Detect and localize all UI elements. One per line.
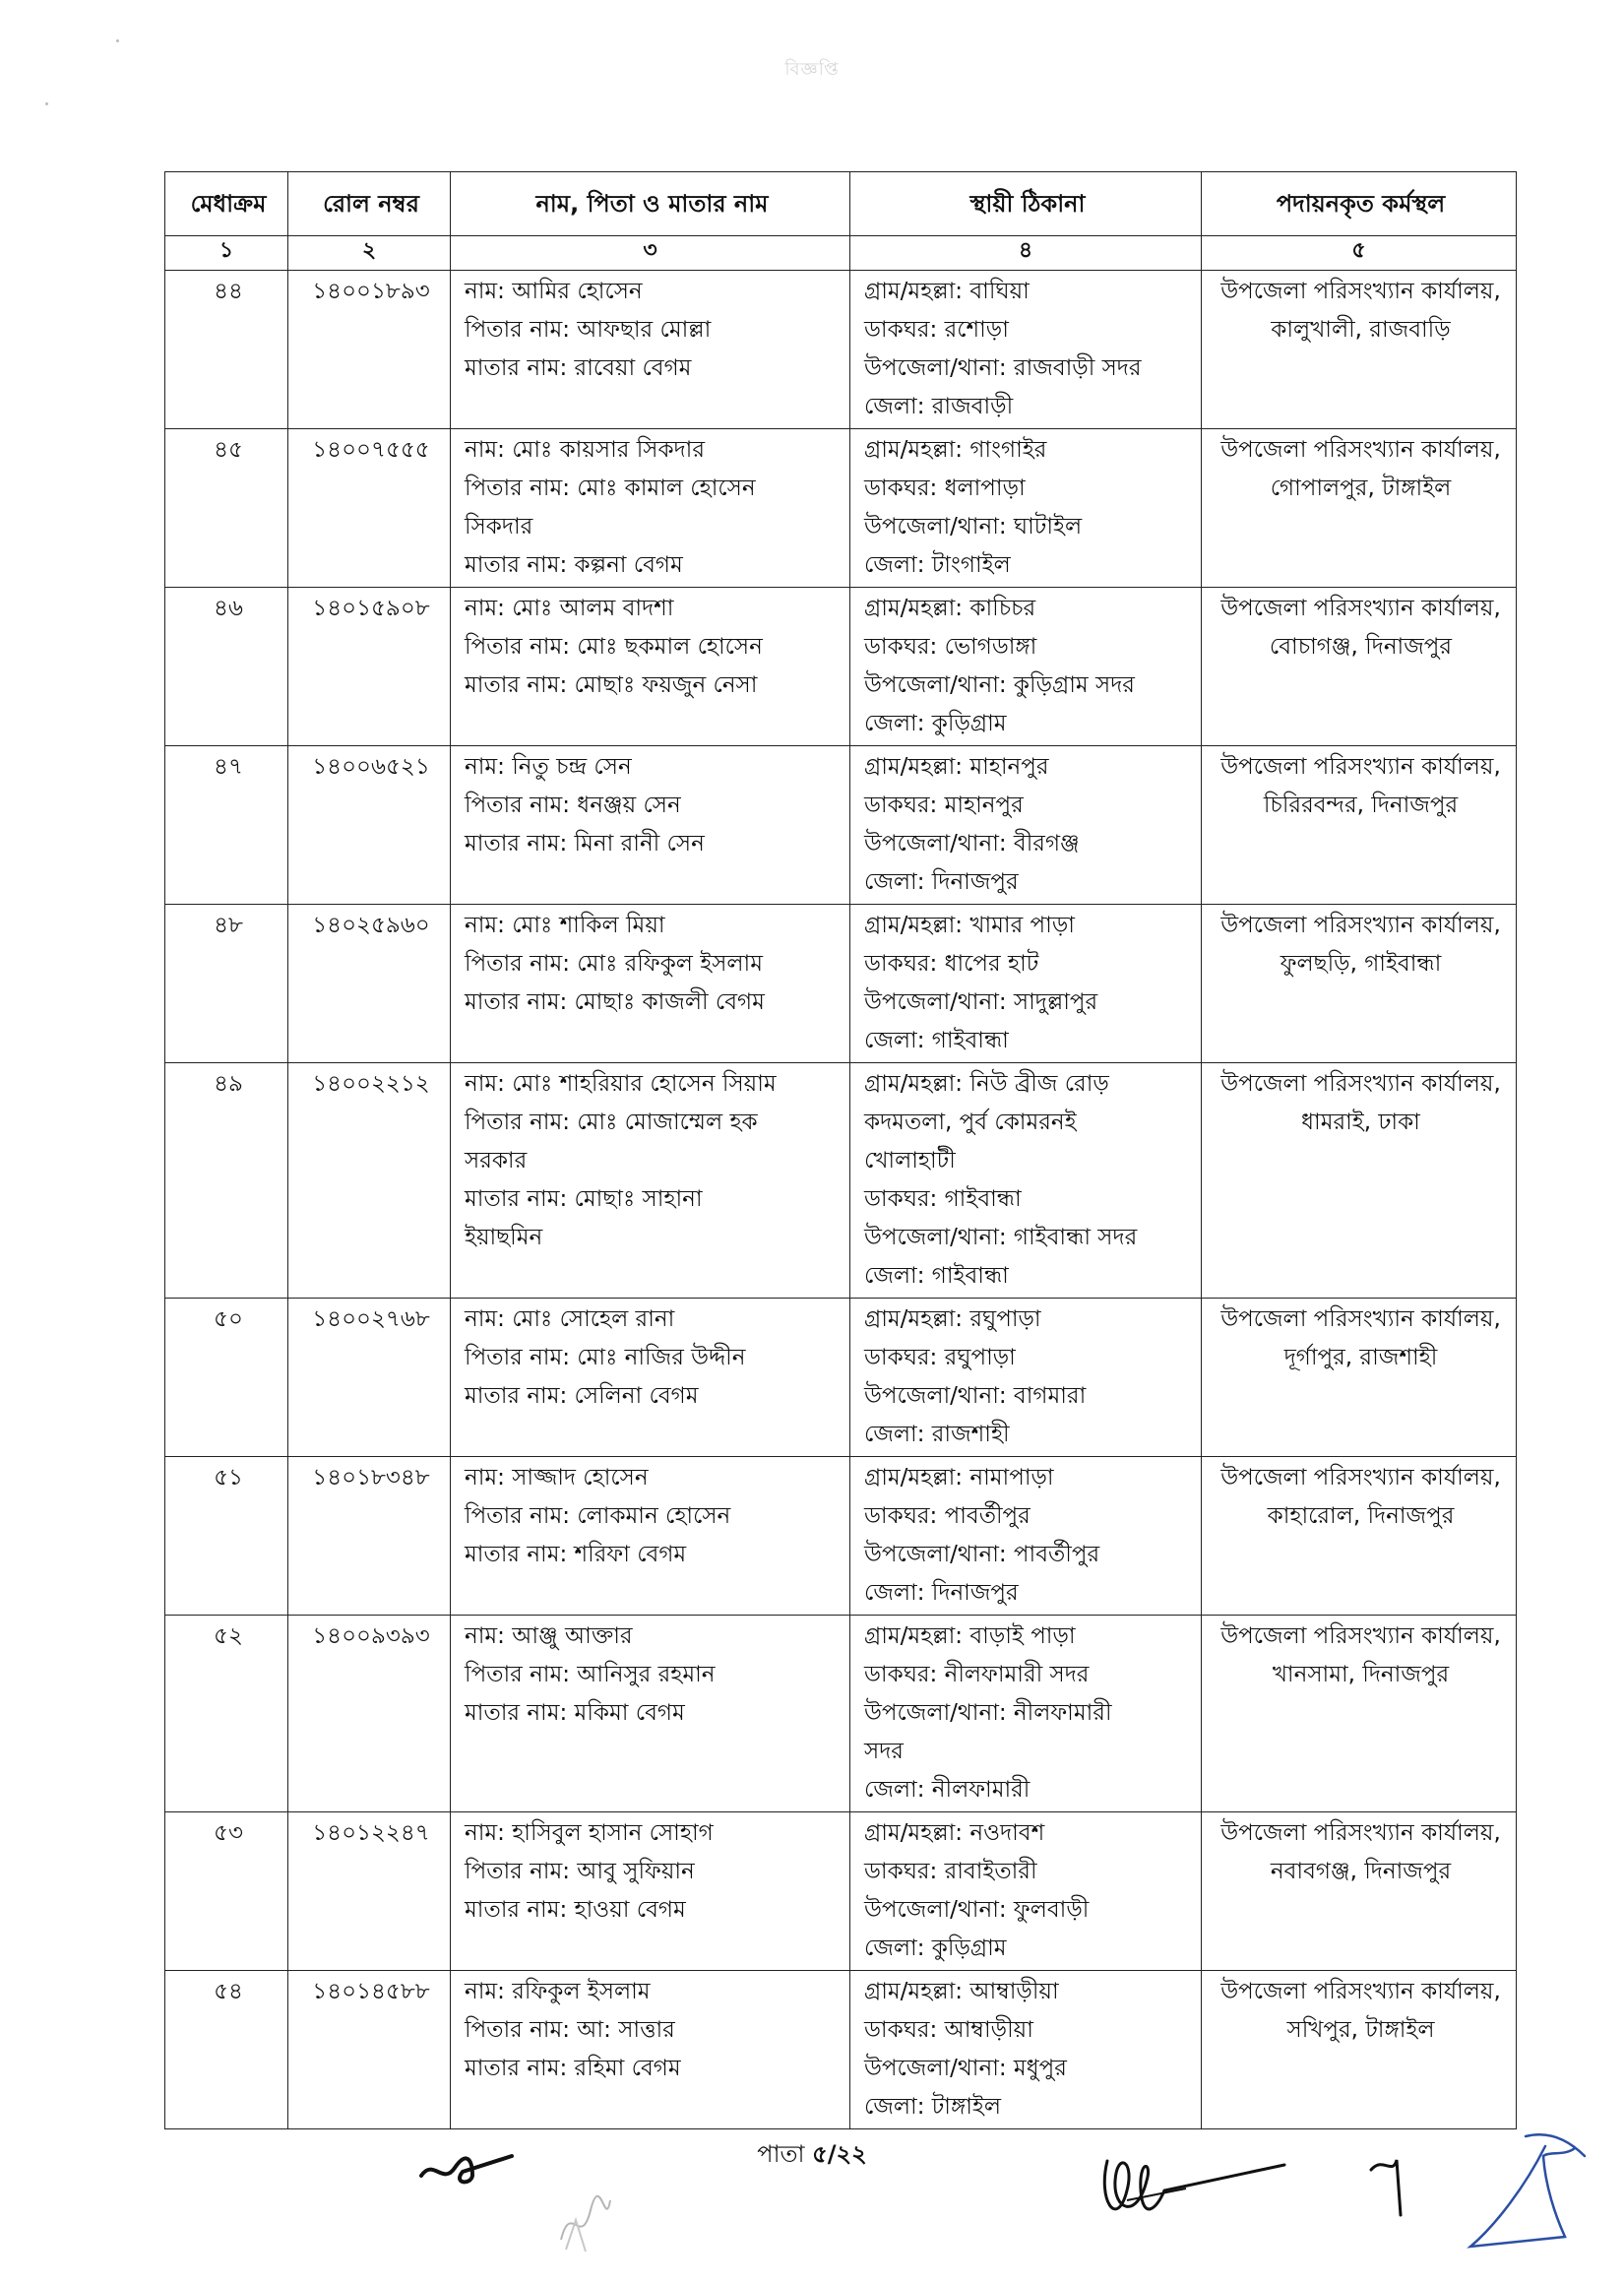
posting-line: উপজেলা পরিসংখ্যান কার্যালয়,: [1220, 1465, 1501, 1491]
address-line: ডাকঘর: রঘুপাড়া: [864, 1345, 1016, 1370]
name-line: মাতার নাম: রাবেয়া বেগম: [465, 355, 692, 381]
name-line: নাম: মোঃ সোহেল রানা: [465, 1306, 675, 1332]
posting-line: উপজেলা পরিসংখ্যান কার্যালয়,: [1220, 1306, 1501, 1332]
address-line: উপজেলা/থানা: পাবর্তীপুর: [864, 1542, 1100, 1567]
name-cell: [451, 1616, 850, 1812]
name-cell: [451, 1971, 850, 2129]
table-row: [165, 271, 1517, 429]
address-line: গ্রাম/মহল্লা: রঘুপাড়া: [864, 1306, 1041, 1332]
posting-line: উপজেলা পরিসংখ্যান কার্যালয়,: [1220, 1820, 1501, 1846]
name-line: মাতার নাম: সেলিনা বেগম: [465, 1383, 699, 1409]
name-line: সিকদার: [465, 514, 533, 539]
roll-number-cell: ১৪০০১৮৯৩: [288, 271, 451, 429]
roll-number-cell: ১৪০১২২৪৭: [288, 1812, 451, 1971]
address-line: জেলা: কুড়িগ্রাম: [864, 1935, 1007, 1961]
name-line: পিতার নাম: আ: সাত্তার: [465, 2017, 675, 2043]
name-line: পিতার নাম: মোঃ নাজির উদ্দীন: [465, 1345, 746, 1370]
name-line: পিতার নাম: আনিসুর রহমান: [465, 1662, 716, 1687]
address-line: জেলা: টাঙ্গাইল: [864, 2094, 1002, 2120]
posting-line: উপজেলা পরিসংখ্যান কার্যালয়,: [1220, 1623, 1501, 1649]
merit-serial-cell: ৫০: [165, 1299, 288, 1457]
posting-line: নবাবগঞ্জ, দিনাজপুর: [1270, 1859, 1452, 1884]
address-line: জেলা: দিনাজপুর: [864, 1580, 1019, 1606]
address-cell: [850, 1616, 1202, 1812]
signature-initial-3: [1363, 2146, 1422, 2225]
name-line: সরকার: [465, 1148, 528, 1174]
header-posting: পদায়নকৃত কর্মস্থল: [1202, 172, 1517, 236]
name-cell: [451, 1812, 850, 1971]
posting-cell: [1202, 1812, 1517, 1971]
name-line: পিতার নাম: মোঃ রফিকুল ইসলাম: [465, 951, 763, 977]
signature-faint-stamp: [551, 2181, 620, 2259]
name-line: মাতার নাম: মিনা রানী সেন: [465, 831, 705, 856]
address-cell: [850, 905, 1202, 1063]
address-line: উপজেলা/থানা: নীলফামারী: [864, 1700, 1112, 1726]
address-line: গ্রাম/মহল্লা: মাহানপুর: [864, 754, 1049, 780]
address-line: ডাকঘর: ভোগডাঙ্গা: [864, 634, 1037, 660]
scan-speck: [45, 102, 48, 105]
posting-cell: [1202, 429, 1517, 588]
name-line: পিতার নাম: লোকমান হোসেন: [465, 1503, 731, 1529]
posting-line: কালুখালী, রাজবাড়ি: [1271, 317, 1451, 343]
name-line: নাম: রফিকুল ইসলাম: [465, 1979, 651, 2004]
address-line: জেলা: নীলফামারী: [864, 1777, 1031, 1803]
posting-line: উপজেলা পরিসংখ্যান কার্যালয়,: [1220, 279, 1501, 304]
posting-line: চিরিরবন্দর, দিনাজপুর: [1263, 793, 1459, 818]
header-serial: মেধাক্রম: [165, 172, 288, 236]
name-line: মাতার নাম: শরিফা বেগম: [465, 1542, 687, 1567]
page-number: ৫/২২: [812, 2140, 867, 2168]
address-cell: [850, 746, 1202, 905]
name-line: নাম: মোঃ আলম বাদশা: [465, 596, 674, 621]
header-address: স্থায়ী ঠিকানা: [850, 172, 1202, 236]
address-line: উপজেলা/থানা: রাজবাড়ী সদর: [864, 355, 1142, 381]
address-line: গ্রাম/মহল্লা: খামার পাড়া: [864, 913, 1075, 938]
address-line: গ্রাম/মহল্লা: নওদাবশ: [864, 1820, 1045, 1846]
address-line: জেলা: রাজশাহী: [864, 1422, 1010, 1447]
name-line: মাতার নাম: রহিমা বেগম: [465, 2056, 681, 2081]
address-line: ডাকঘর: রশোড়া: [864, 317, 1009, 343]
table-body: [165, 271, 1517, 2129]
address-cell: [850, 1457, 1202, 1616]
signature-4: [1457, 2126, 1604, 2254]
merit-list-table: [164, 171, 1517, 2129]
merit-serial-cell: ৪৪: [165, 271, 288, 429]
table-row: [165, 1063, 1517, 1299]
name-line: মাতার নাম: হাওয়া বেগম: [465, 1897, 686, 1923]
name-line: পিতার নাম: মোঃ ছকমাল হোসেন: [465, 634, 763, 660]
roll-number-cell: ১৪০১৪৫৮৮: [288, 1971, 451, 2129]
address-line: ডাকঘর: ধাপের হাট: [864, 951, 1039, 977]
posting-cell: [1202, 588, 1517, 746]
table-row: [165, 588, 1517, 746]
address-line: ডাকঘর: রাবাইতারী: [864, 1859, 1037, 1884]
address-line: উপজেলা/থানা: সাদুল্লাপুর: [864, 989, 1098, 1015]
merit-serial-cell: ৫৪: [165, 1971, 288, 2129]
address-line: গ্রাম/মহল্লা: কাচিচর: [864, 596, 1036, 621]
index-name: ৩: [451, 236, 850, 271]
index-roll: ২: [288, 236, 451, 271]
posting-line: উপজেলা পরিসংখ্যান কার্যালয়,: [1220, 437, 1501, 463]
address-cell: [850, 1299, 1202, 1457]
signature-initial-1: [413, 2146, 522, 2195]
merit-serial-cell: ৪৭: [165, 746, 288, 905]
posting-line: দূর্গাপুর, রাজশাহী: [1283, 1345, 1438, 1370]
name-line: মাতার নাম: কল্পনা বেগম: [465, 552, 683, 578]
posting-cell: [1202, 1063, 1517, 1299]
posting-cell: [1202, 1457, 1517, 1616]
posting-line: উপজেলা পরিসংখ্যান কার্যালয়,: [1220, 596, 1501, 621]
address-cell: [850, 271, 1202, 429]
address-line: জেলা: দিনাজপুর: [864, 869, 1019, 895]
address-line: ডাকঘর: ধলাপাড়া: [864, 476, 1026, 501]
address-line: উপজেলা/থানা: গাইবান্ধা সদর: [864, 1225, 1138, 1250]
name-line: পিতার নাম: ধনঞ্জয় সেন: [465, 793, 681, 818]
index-posting: ৫: [1202, 236, 1517, 271]
name-cell: [451, 1063, 850, 1299]
name-cell: [451, 1457, 850, 1616]
address-cell: [850, 1971, 1202, 2129]
address-line: ডাকঘর: পাবর্তীপুর: [864, 1503, 1031, 1529]
posting-line: উপজেলা পরিসংখ্যান কার্যালয়,: [1220, 1979, 1501, 2004]
merit-serial-cell: ৪৯: [165, 1063, 288, 1299]
table-row: [165, 1457, 1517, 1616]
merit-serial-cell: ৫২: [165, 1616, 288, 1812]
table-row: [165, 1812, 1517, 1971]
posting-line: খানসামা, দিনাজপুর: [1272, 1662, 1450, 1687]
name-line: নাম: মোঃ শাহরিয়ার হোসেন সিয়াম: [465, 1071, 777, 1097]
name-line: মাতার নাম: মকিমা বেগম: [465, 1700, 685, 1726]
address-line: উপজেলা/থানা: ঘাটাইল: [864, 514, 1083, 539]
table-row: [165, 429, 1517, 588]
posting-line: গোপালপুর, টাঙ্গাইল: [1270, 476, 1452, 501]
index-address: ৪: [850, 236, 1202, 271]
address-cell: [850, 429, 1202, 588]
page-label: পাতা: [757, 2140, 805, 2168]
header-roll: রোল নম্বর: [288, 172, 451, 236]
name-line: ইয়াছমিন: [465, 1225, 543, 1250]
address-line: সদর: [864, 1739, 904, 1764]
address-cell: [850, 1812, 1202, 1971]
address-line: ডাকঘর: গাইবান্ধা: [864, 1186, 1022, 1212]
name-cell: [451, 746, 850, 905]
address-line: উপজেলা/থানা: বাগমারা: [864, 1383, 1087, 1409]
name-line: মাতার নাম: মোছাঃ ফয়জুন নেসা: [465, 672, 758, 698]
signature-2: [1088, 2141, 1294, 2250]
posting-cell: [1202, 1971, 1517, 2129]
merit-serial-cell: ৫১: [165, 1457, 288, 1616]
address-line: খোলাহাটী: [864, 1148, 956, 1174]
roll-number-cell: ১৪০০৯৩৯৩: [288, 1616, 451, 1812]
roll-number-cell: ১৪০০৬৫২১: [288, 746, 451, 905]
name-line: নাম: সাজ্জাদ হোসেন: [465, 1465, 649, 1491]
name-line: নাম: আমির হোসেন: [465, 279, 643, 304]
merit-serial-cell: ৪৮: [165, 905, 288, 1063]
roll-number-cell: ১৪০১৮৩৪৮: [288, 1457, 451, 1616]
posting-line: উপজেলা পরিসংখ্যান কার্যালয়,: [1220, 1071, 1501, 1097]
address-line: ডাকঘর: নীলফামারী সদর: [864, 1662, 1090, 1687]
name-line: নাম: মোঃ কায়সার সিকদার: [465, 437, 705, 463]
name-line: পিতার নাম: মোঃ মোজাম্মেল হক: [465, 1110, 758, 1135]
name-cell: [451, 1299, 850, 1457]
posting-line: ধামরাই, ঢাকা: [1301, 1110, 1420, 1135]
address-line: উপজেলা/থানা: বীরগঞ্জ: [864, 831, 1080, 856]
name-line: পিতার নাম: আফছার মোল্লা: [465, 317, 712, 343]
address-line: ডাকঘর: মাহানপুর: [864, 793, 1024, 818]
name-line: নাম: আঞ্জু আক্তার: [465, 1623, 633, 1649]
roll-number-cell: ১৪০১৫৯০৮: [288, 588, 451, 746]
table-row: [165, 1299, 1517, 1457]
address-line: ডাকঘর: আম্বাড়ীয়া: [864, 2017, 1033, 2043]
name-line: পিতার নাম: মোঃ কামাল হোসেন: [465, 476, 756, 501]
roll-number-cell: ১৪০০৭৫৫৫: [288, 429, 451, 588]
name-line: নাম: মোঃ শাকিল মিয়া: [465, 913, 665, 938]
index-serial: ১: [165, 236, 288, 271]
scan-speck: [116, 39, 119, 42]
merit-serial-cell: ৪৬: [165, 588, 288, 746]
name-cell: [451, 588, 850, 746]
name-line: নাম: নিতু চন্দ্র সেন: [465, 754, 632, 780]
posting-line: সখিপুর, টাঙ্গাইল: [1286, 2017, 1435, 2043]
posting-line: উপজেলা পরিসংখ্যান কার্যালয়,: [1220, 754, 1501, 780]
name-line: মাতার নাম: মোছাঃ সাহানা: [465, 1186, 703, 1212]
merit-serial-cell: ৫৩: [165, 1812, 288, 1971]
address-line: জেলা: কুড়িগ্রাম: [864, 711, 1007, 736]
column-index-row: [165, 236, 1517, 271]
address-line: গ্রাম/মহল্লা: নিউ ব্রীজ রোড়: [864, 1071, 1109, 1097]
posting-line: কাহারোল, দিনাজপুর: [1267, 1503, 1455, 1529]
posting-cell: [1202, 746, 1517, 905]
posting-line: উপজেলা পরিসংখ্যান কার্যালয়,: [1220, 913, 1501, 938]
address-line: জেলা: গাইবান্ধা: [864, 1263, 1009, 1289]
roll-number-cell: ১৪০২৫৯৬০: [288, 905, 451, 1063]
posting-cell: [1202, 1299, 1517, 1457]
faint-header-text: বিজ্ঞপ্তি: [784, 59, 840, 80]
address-line: গ্রাম/মহল্লা: গাংগাইর: [864, 437, 1047, 463]
header-name: নাম, পিতা ও মাতার নাম: [451, 172, 850, 236]
posting-cell: [1202, 1616, 1517, 1812]
address-line: উপজেলা/থানা: মধুপুর: [864, 2056, 1067, 2081]
name-line: নাম: হাসিবুল হাসান সোহাগ: [465, 1820, 714, 1846]
posting-cell: [1202, 905, 1517, 1063]
name-line: পিতার নাম: আবু সুফিয়ান: [465, 1859, 695, 1884]
address-cell: [850, 588, 1202, 746]
table-row: [165, 1971, 1517, 2129]
address-line: গ্রাম/মহল্লা: নামাপাড়া: [864, 1465, 1054, 1491]
address-line: জেলা: গাইবান্ধা: [864, 1028, 1009, 1053]
posting-cell: [1202, 271, 1517, 429]
address-line: জেলা: রাজবাড়ী: [864, 394, 1014, 419]
address-line: গ্রাম/মহল্লা: বাড়াই পাড়া: [864, 1623, 1076, 1649]
posting-line: বোচাগঞ্জ, দিনাজপুর: [1269, 634, 1453, 660]
merit-serial-cell: ৪৫: [165, 429, 288, 588]
name-cell: [451, 271, 850, 429]
name-cell: [451, 429, 850, 588]
header-row: [165, 172, 1517, 236]
name-line: মাতার নাম: মোছাঃ কাজলী বেগম: [465, 989, 765, 1015]
address-line: গ্রাম/মহল্লা: বাঘিয়া: [864, 279, 1030, 304]
roll-number-cell: ১৪০০২২১২: [288, 1063, 451, 1299]
address-line: উপজেলা/থানা: কুড়িগ্রাম সদর: [864, 672, 1135, 698]
address-line: কদমতলা, পুর্ব কোমরনই: [864, 1110, 1077, 1135]
table-row: [165, 1616, 1517, 1812]
table-row: [165, 746, 1517, 905]
table-row: [165, 905, 1517, 1063]
posting-line: ফুলছড়ি, গাইবান্ধা: [1280, 951, 1442, 977]
name-cell: [451, 905, 850, 1063]
roll-number-cell: ১৪০০২৭৬৮: [288, 1299, 451, 1457]
address-line: জেলা: টাংগাইল: [864, 552, 1011, 578]
address-cell: [850, 1063, 1202, 1299]
address-line: গ্রাম/মহল্লা: আম্বাড়ীয়া: [864, 1979, 1059, 2004]
address-line: উপজেলা/থানা: ফুলবাড়ী: [864, 1897, 1090, 1923]
